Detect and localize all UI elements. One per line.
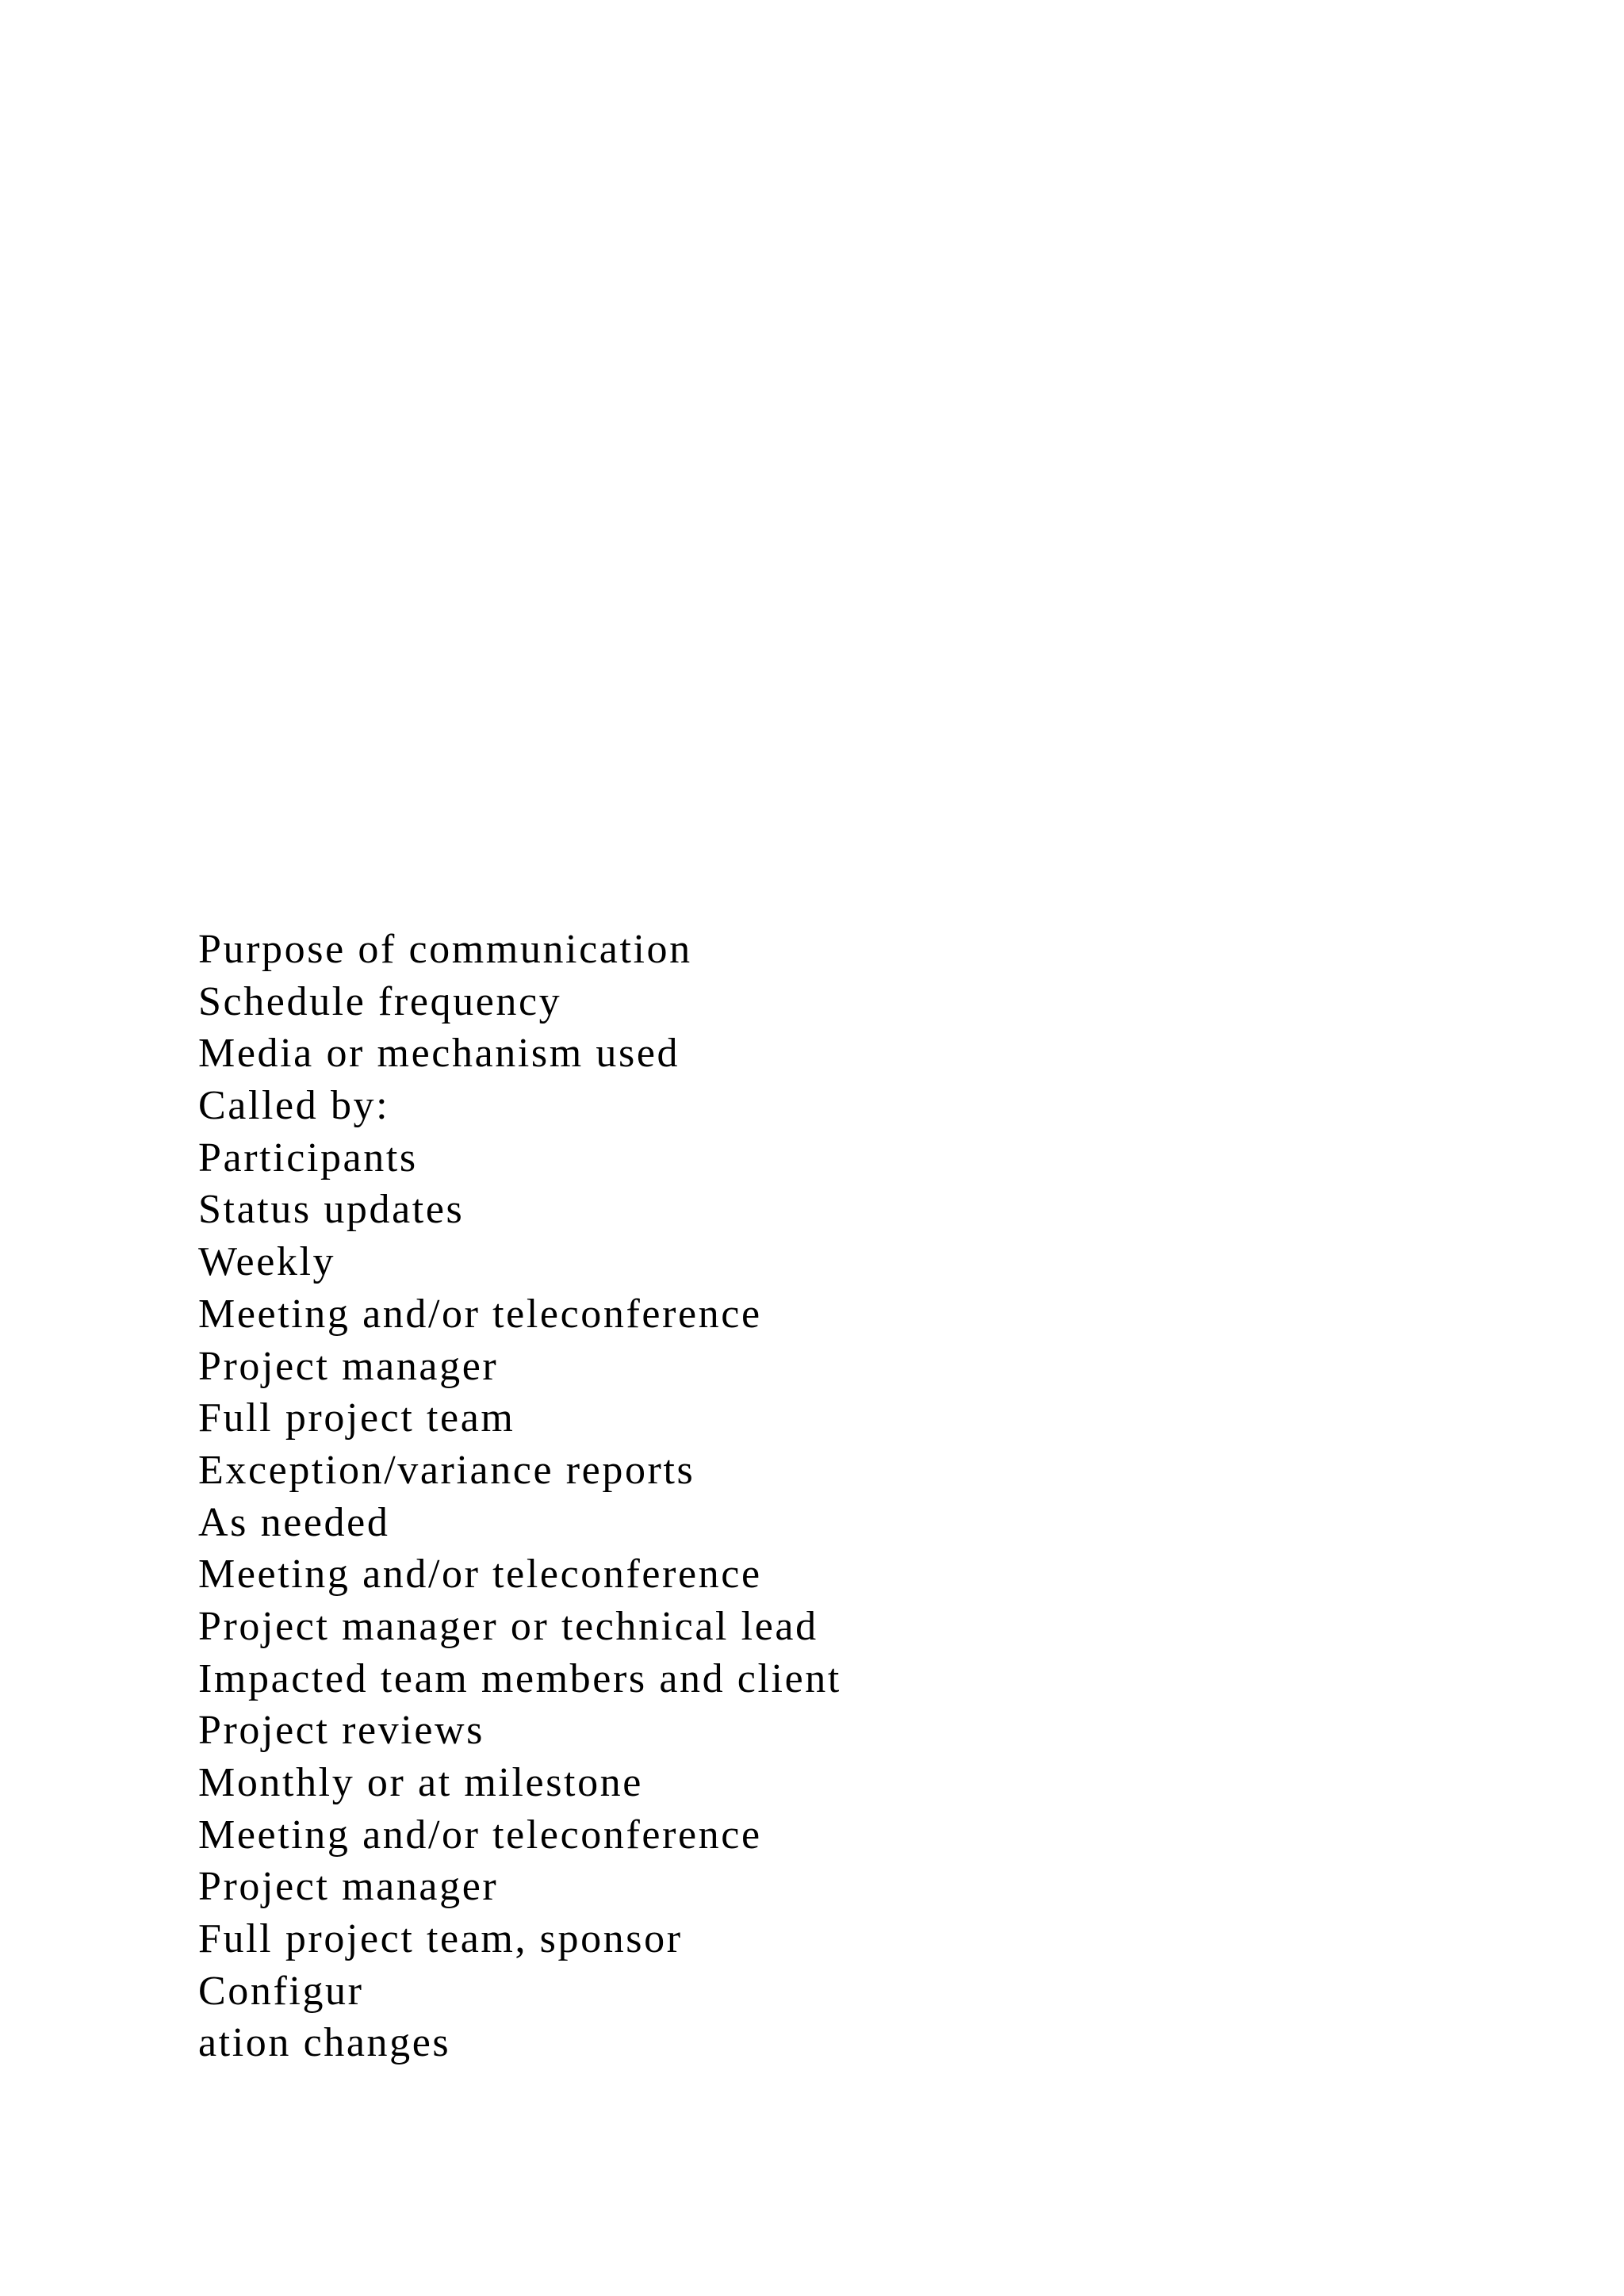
text-line: Monthly or at milestone	[198, 1760, 643, 1805]
text-line: Full project team, sponsor	[198, 1916, 683, 1962]
text-line: Meeting and/or teleconference	[198, 1812, 762, 1858]
text-line: ation changes	[198, 2020, 451, 2066]
text-line: Meeting and/or teleconference	[198, 1552, 762, 1598]
text-line: Purpose of communication	[198, 927, 692, 972]
text-line: Project reviews	[198, 1708, 485, 1754]
text-line: Exception/variance reports	[198, 1447, 695, 1493]
text-line: Configur	[198, 1968, 364, 2014]
text-line: Weekly	[198, 1239, 336, 1285]
text-line: Impacted team members and client	[198, 1655, 841, 1701]
text-line: Schedule frequency	[198, 978, 562, 1024]
text-body	[198, 924, 1467, 2069]
text-line: Status updates	[198, 1187, 465, 1233]
text-line: As needed	[198, 1499, 390, 1545]
text-line: Project manager	[198, 1864, 499, 1910]
text-line: Media or mechanism used	[198, 1031, 680, 1077]
text-line: Called by:	[198, 1083, 390, 1129]
text-line: Project manager or technical lead	[198, 1603, 818, 1649]
text-line: Meeting and/or teleconference	[198, 1291, 762, 1337]
text-line: Participants	[198, 1135, 418, 1181]
text-line: Full project team	[198, 1395, 515, 1441]
text-line: Project manager	[198, 1343, 499, 1389]
